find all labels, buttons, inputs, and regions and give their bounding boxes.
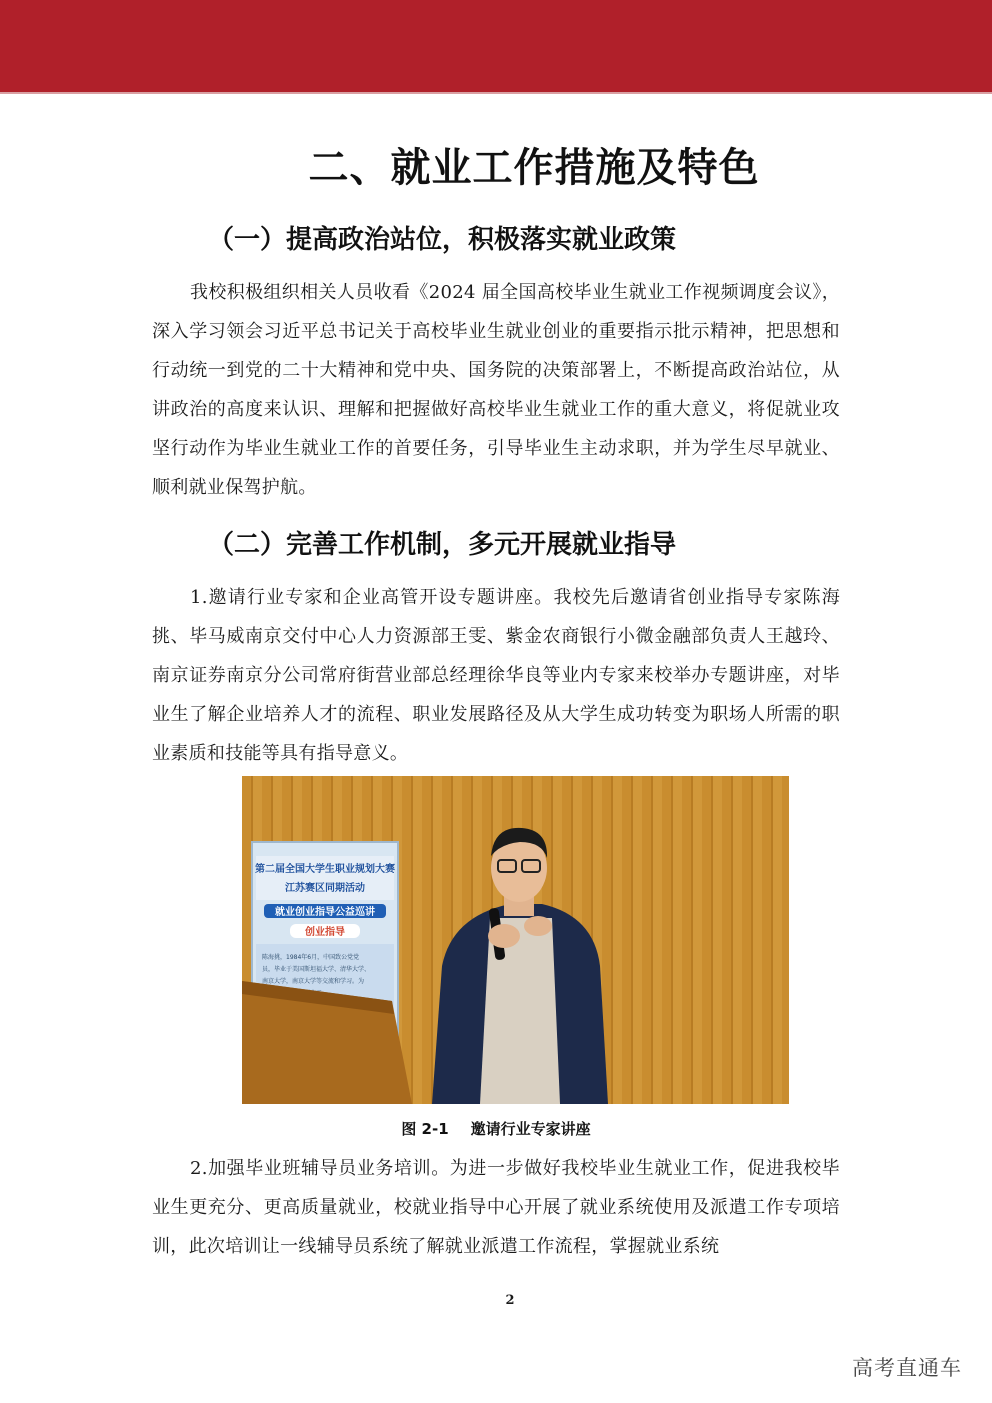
page-number: 2 — [505, 1293, 515, 1308]
banner-line-3: 就业创业指导公益巡讲 — [275, 907, 375, 918]
banner-body-3: 南京大学，南京大学等交流和学习。为 — [262, 978, 365, 985]
header-band — [0, 0, 992, 92]
banner-line-4: 创业指导 — [305, 927, 345, 938]
watermark: 高考直通车 — [852, 1356, 962, 1380]
banner-line-2: 江苏赛区同期活动 — [285, 883, 365, 894]
section1-paragraph: 我校积极组织相关人员收看《2024 届全国高校毕业生就业工作视频调度会议》，深入学习领会习近平总书记关于高校毕业生就业创业的重要指示批示精神，把思想和行动统一到党的二十大精神和党中央、国务院的决策部署上，不断提高政治站位，从讲政治的高度来认识、理解和把握做好高校毕业生就业工作的重大意义，将促就业攻坚行动作为毕业生就业工作的首要任务，引导毕业生主动求职，并为学生尽早就业、顺利就业保驾护航。 — [152, 282, 840, 498]
banner-line-1: 第二届全国大学生职业规划大赛 — [255, 864, 395, 875]
lecture-photo — [242, 776, 789, 1104]
banner-body-2: 员，毕业于美国斯坦福大学、清华大学、 — [262, 966, 371, 973]
section-heading-1: （一）提高政治站位，积极落实就业政策 — [208, 225, 677, 255]
section2-paragraph-1: 1.邀请行业专家和企业高管开设专题讲座。我校先后邀请省创业指导专家陈海挑、毕马威南京交付中心人力资源部王雯、紫金农商银行小微金融部负责人王越玲、南京证券南京分公司常府街营业部总经理徐华良等业内专家来校举办专题讲座，对毕业生了解企业培养人才的流程、职业发展路径及从大学生成功转变为职场人所需的职业素质和技能等具有指导意义。 — [152, 587, 840, 764]
section2-paragraph-2: 2.加强毕业班辅导员业务培训。为进一步做好我校毕业生就业工作，促进我校毕业生更充分、更高质量就业，校就业指导中心开展了就业系统使用及派遣工作专项培训，此次培训让一线辅导员系统了解就业派遣工作流程，掌握就业系统 — [152, 1158, 840, 1257]
figure-caption-text: 邀请行业专家讲座 — [470, 1120, 591, 1138]
figure-number: 图 2-1 — [401, 1120, 449, 1138]
banner-body-1: 陈海挑，1984年6月，中国致公党党 — [262, 954, 360, 961]
chapter-title: 二、就业工作措施及特色 — [308, 145, 760, 191]
section-heading-2: （二）完善工作机制，多元开展就业指导 — [208, 530, 677, 560]
figure-caption — [0, 1118, 992, 1139]
